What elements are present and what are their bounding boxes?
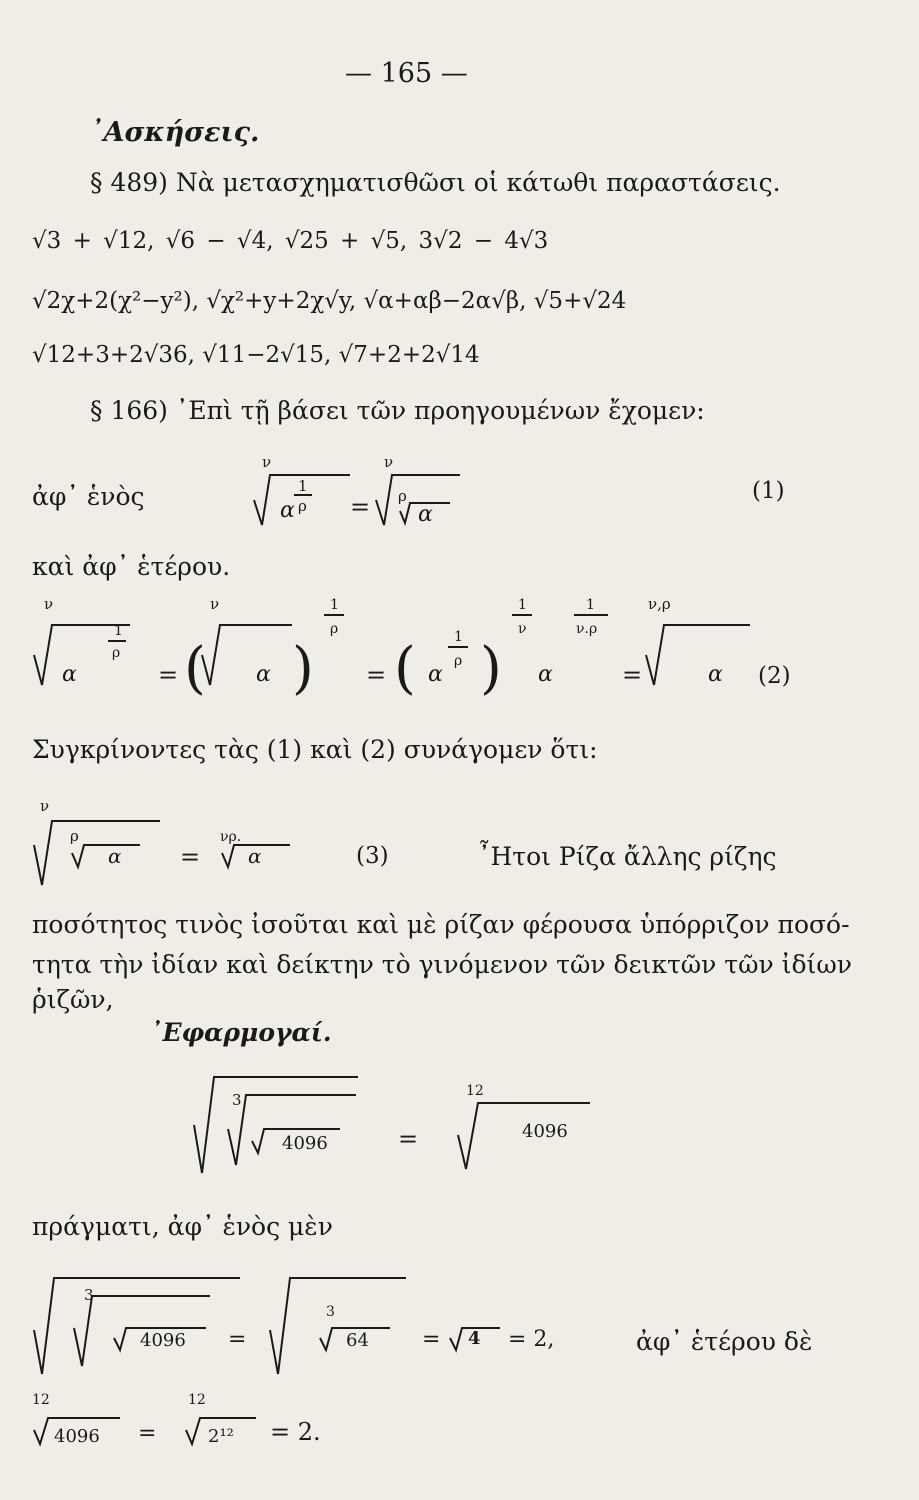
rule-cont-3: ῥιζῶν,	[32, 985, 114, 1014]
application-equation-2	[30, 1270, 630, 1380]
svg-text:α: α	[708, 662, 723, 687]
svg-text:ν: ν	[518, 621, 527, 637]
pragmati-text: πράγματι, ἀφ᾿ ἑνὸς μὲν	[32, 1212, 333, 1241]
app-4096-a: 4096	[282, 1133, 328, 1154]
section-title: ᾿Ασκήσεις.	[90, 117, 260, 148]
comparing-text: Συγκρίνοντες τὰς (1) καὶ (2) συνάγομεν ὅτι:	[32, 735, 598, 764]
exercise-line-1: √3 + √12, √6 − √4, √25 + √5, 3√2 − 4√3	[32, 228, 549, 254]
svg-text:α: α	[428, 662, 443, 687]
svg-text:ν.ρ: ν.ρ	[576, 621, 598, 637]
svg-text:1: 1	[454, 629, 463, 645]
svg-text:α: α	[280, 498, 295, 523]
svg-text:ρ: ρ	[398, 487, 407, 505]
svg-text:ν: ν	[44, 595, 54, 613]
svg-text:1: 1	[114, 623, 123, 639]
svg-text:α: α	[108, 844, 122, 868]
svg-text:=: =	[398, 1125, 419, 1153]
app3-4096: 4096	[54, 1426, 100, 1447]
app2-eq2: = 2,	[508, 1327, 555, 1352]
rule-cont-1: ποσότητος τινὸς ἰσοῦται καὶ μὲ ρίζαν φέρουσα ὑπόρριζον ποσό-	[32, 910, 850, 939]
svg-text:1: 1	[330, 597, 339, 613]
equation-3	[30, 795, 330, 895]
app2-index-3b: 3	[326, 1304, 335, 1320]
app-index-3a: 3	[232, 1091, 242, 1109]
svg-text:α: α	[418, 502, 433, 527]
svg-text:ρ: ρ	[298, 497, 307, 515]
equation-2	[30, 595, 760, 705]
svg-text:(: (	[394, 636, 416, 701]
app-4096-b: 4096	[522, 1121, 568, 1142]
svg-text:ν: ν	[210, 595, 220, 613]
page-number: — 165 —	[345, 58, 468, 89]
from-other-label: καὶ ἀφ᾿ ἑτέρου.	[32, 552, 231, 581]
applications-title: ᾿Εφαρμογαί.	[150, 1018, 332, 1047]
rule-cont-2: τητα τὴν ἰδίαν καὶ δείκτην τὸ γινόμενον τῶν δεικτῶν τῶν ἰδίων	[32, 950, 852, 979]
svg-text:=: =	[158, 661, 179, 689]
svg-text:ρ: ρ	[112, 645, 121, 661]
app-index-12a: 12	[466, 1083, 484, 1099]
application-equation-3	[30, 1388, 390, 1468]
app3-index-12b: 12	[188, 1392, 206, 1408]
exercise-text: § 489) Νὰ μετασχηματισθῶσι οἱ κάτωθι παραστάσεις.	[90, 168, 781, 197]
svg-text:=: =	[228, 1327, 247, 1352]
app3-pow: 2¹²	[208, 1426, 234, 1447]
svg-text:=: =	[622, 661, 643, 689]
svg-text:α: α	[256, 662, 271, 687]
svg-text:ρ: ρ	[330, 621, 339, 637]
theorem-text: § 166) ᾿Επὶ τῇ βάσει τῶν προηγουμένων ἔχομεν:	[90, 396, 705, 425]
equation-1-label: (1)	[752, 478, 785, 504]
svg-text:=: =	[366, 661, 387, 689]
application-equation-1	[190, 1065, 610, 1180]
svg-text:α: α	[62, 662, 77, 687]
svg-text:=: =	[138, 1421, 157, 1446]
app2-4096: 4096	[140, 1330, 186, 1351]
svg-text:ν: ν	[40, 797, 50, 815]
rule-start: ῏Ητοι Ρίζα ἄλλης ρίζης	[478, 842, 777, 871]
svg-text:α: α	[248, 844, 262, 868]
svg-text:): )	[292, 636, 314, 701]
svg-text:νρ.: νρ.	[220, 829, 242, 845]
svg-text:): )	[480, 636, 502, 701]
svg-text:1: 1	[518, 597, 527, 613]
svg-text:(: (	[184, 636, 206, 701]
app3-index-12a: 12	[32, 1392, 50, 1408]
svg-text:1: 1	[586, 597, 595, 613]
svg-text:ν: ν	[262, 455, 272, 471]
svg-text:ν: ν	[384, 455, 394, 471]
svg-text:ρ: ρ	[70, 827, 79, 845]
other-side-text: ἀφ᾿ ἑτέρου δὲ	[636, 1327, 813, 1356]
exercise-line-3: √12+3+2√36, √11−2√15, √7+2+2√14	[32, 342, 480, 368]
equation-2-label: (2)	[758, 663, 791, 689]
app3-eq2: = 2.	[270, 1418, 321, 1446]
exercise-line-2: √2χ+2(χ²−y²), √χ²+y+2χ√y, √α+αβ−2α√β, √5+√24	[32, 288, 627, 314]
svg-text:ρ: ρ	[454, 653, 463, 669]
app2-4: 4	[468, 1328, 481, 1349]
equation-3-label: (3)	[356, 843, 389, 869]
svg-text:1: 1	[298, 477, 308, 495]
from-one-label: ἀφ᾿ ἑνὸς	[32, 482, 145, 511]
svg-text:α: α	[538, 662, 553, 687]
app2-index-3a: 3	[84, 1286, 94, 1304]
svg-text:=: =	[180, 843, 201, 871]
svg-text:ν,ρ: ν,ρ	[648, 595, 671, 613]
svg-text:=: =	[350, 493, 371, 521]
svg-text:=: =	[422, 1327, 441, 1352]
app2-64: 64	[346, 1330, 369, 1351]
equation-1	[250, 455, 480, 535]
